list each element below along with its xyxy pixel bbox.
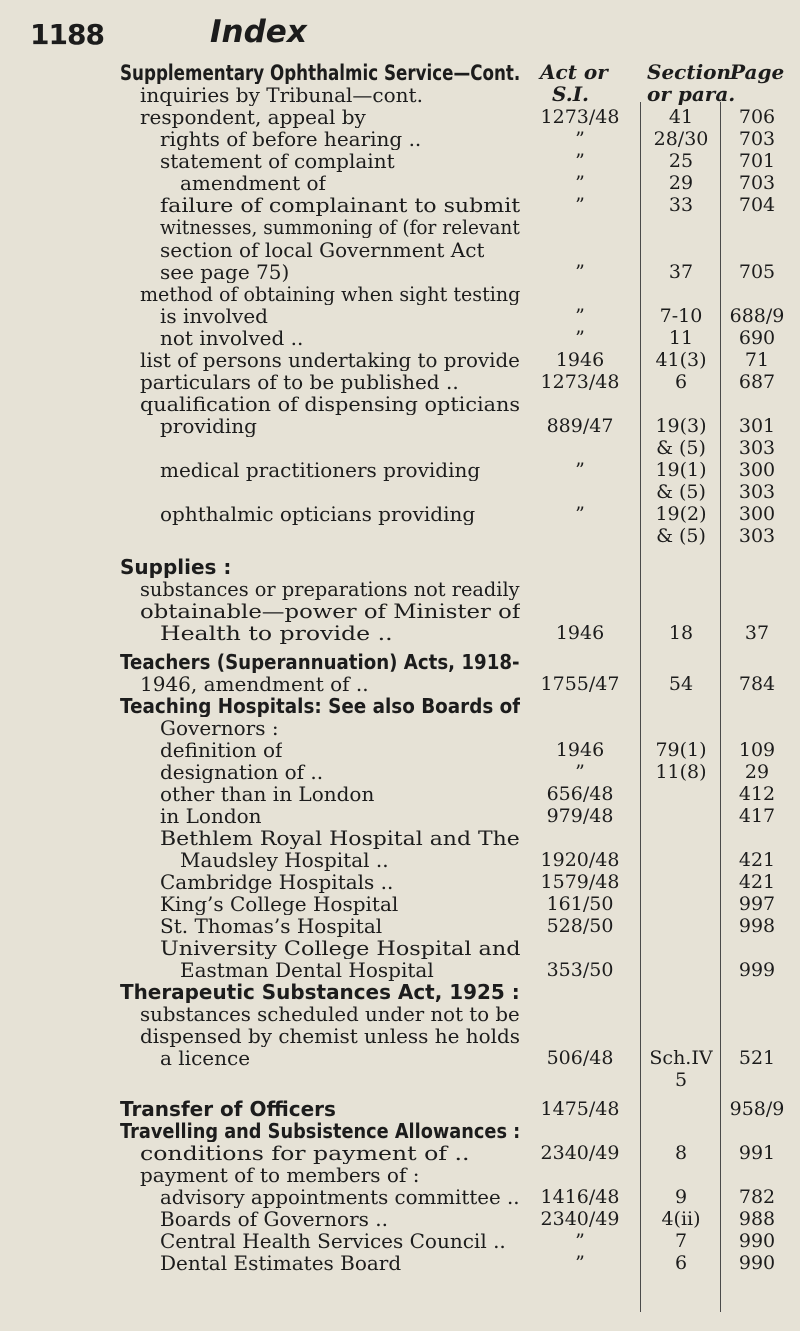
act-cell: 1946 xyxy=(555,622,605,644)
section-cell: 19(2) xyxy=(655,503,707,525)
section-cell: 41(3) xyxy=(655,349,707,371)
act-cell: ” xyxy=(575,1230,585,1252)
act-cell: ” xyxy=(575,327,585,349)
act-cell: 1416/48 xyxy=(540,1186,620,1208)
section-cell: 19(3) xyxy=(655,415,707,437)
index-entry: inquiries by Tribunal—cont. xyxy=(140,84,423,106)
page-cell: 300 xyxy=(738,503,776,525)
index-entry: Boards of Governors .. xyxy=(160,1208,388,1230)
page-cell: 705 xyxy=(738,261,776,283)
act-cell: 1946 xyxy=(555,349,605,371)
page-cell: 998 xyxy=(738,915,776,937)
index-heading: Therapeutic Substances Act, 1925 : xyxy=(120,981,520,1003)
section-cell: 11(8) xyxy=(655,761,707,783)
page-cell: 690 xyxy=(738,327,776,349)
section-cell: 18 xyxy=(668,622,694,644)
page-cell: 784 xyxy=(738,673,776,695)
index-entry: obtainable—power of Minister of xyxy=(140,600,521,622)
section-cell: Sch.IV xyxy=(649,1047,713,1069)
index-entry: section of local Government Act xyxy=(160,239,485,261)
section-cell: 6 xyxy=(674,1252,688,1274)
section-cell: 41 xyxy=(668,106,694,128)
page-cell: 703 xyxy=(738,172,776,194)
act-cell: ” xyxy=(575,261,585,283)
index-entry: substances or preparations not readily xyxy=(140,578,520,600)
index-entry: a licence xyxy=(160,1047,251,1069)
section-cell: 7 xyxy=(674,1230,688,1252)
section-cell: 54 xyxy=(668,673,694,695)
index-entry: 1946, amendment of .. xyxy=(140,673,369,695)
index-entry: dispensed by chemist unless he holds xyxy=(140,1025,520,1047)
column-divider xyxy=(720,102,721,1312)
section-cell: 37 xyxy=(668,261,694,283)
act-cell: 1946 xyxy=(555,739,605,761)
index-entry: statement of complaint xyxy=(160,150,395,172)
section-cell: 79(1) xyxy=(655,739,707,761)
index-entry: amendment of xyxy=(180,172,326,194)
index-entry: in London xyxy=(160,805,262,827)
page-cell: 991 xyxy=(738,1142,776,1164)
page-cell: 421 xyxy=(738,849,776,871)
page-cell: 988 xyxy=(738,1208,776,1230)
column-divider xyxy=(640,102,641,1312)
page-cell: 303 xyxy=(738,525,776,547)
page-cell: 37 xyxy=(744,622,770,644)
index-entry: designation of .. xyxy=(160,761,324,783)
column-header-act-line1: Act or xyxy=(540,60,608,84)
index-entry: qualification of dispensing opticians xyxy=(140,393,521,415)
index-entry: definition of xyxy=(160,739,283,761)
act-cell: 528/50 xyxy=(546,915,614,937)
act-cell: 353/50 xyxy=(546,959,614,981)
act-cell: 1273/48 xyxy=(540,106,620,128)
act-cell: 1273/48 xyxy=(540,371,620,393)
index-entry: Bethlem Royal Hospital and The xyxy=(160,827,520,849)
page-cell: 999 xyxy=(738,959,776,981)
act-cell: 1920/48 xyxy=(540,849,620,871)
page-number: 1188 xyxy=(30,18,104,51)
index-entry: other than in London xyxy=(160,783,375,805)
page-cell: 303 xyxy=(738,437,776,459)
index-entry: Maudsley Hospital .. xyxy=(180,849,389,871)
page-title: Index xyxy=(210,14,307,50)
page-cell: 701 xyxy=(738,150,776,172)
page-cell: 990 xyxy=(738,1230,776,1252)
index-heading: Teaching Hospitals: See also Boards of xyxy=(120,695,521,717)
page-cell: 687 xyxy=(738,371,776,393)
index-heading: Teachers (Superannuation) Acts, 1918- xyxy=(120,651,520,673)
index-entry: rights of before hearing .. xyxy=(160,128,422,150)
section-cell: 5 xyxy=(674,1069,688,1091)
section-cell: 29 xyxy=(668,172,694,194)
column-header-act-line2: S.I. xyxy=(552,82,590,106)
index-entry: method of obtaining when sight testing xyxy=(140,283,521,305)
act-cell: 656/48 xyxy=(546,783,614,805)
index-entry: is involved xyxy=(160,305,268,327)
column-header-section-line1: Section xyxy=(647,60,732,84)
section-cell: 28/30 xyxy=(653,128,709,150)
index-entry: King’s College Hospital xyxy=(160,893,399,915)
index-entry: list of persons undertaking to provide xyxy=(140,349,520,371)
page-cell: 300 xyxy=(738,459,776,481)
section-cell: & (5) xyxy=(656,481,706,503)
index-entry: substances scheduled under not to be xyxy=(140,1003,520,1025)
section-cell: & (5) xyxy=(656,437,706,459)
act-cell: 1475/48 xyxy=(540,1098,620,1120)
act-cell: 2340/49 xyxy=(540,1208,620,1230)
column-header-section-line2: or para. xyxy=(647,82,736,106)
section-cell: & (5) xyxy=(656,525,706,547)
page-cell: 688/9 xyxy=(729,305,785,327)
act-cell: ” xyxy=(575,459,585,481)
act-cell: ” xyxy=(575,128,585,150)
act-cell: 1579/48 xyxy=(540,871,620,893)
page-cell: 303 xyxy=(738,481,776,503)
page-cell: 29 xyxy=(744,761,770,783)
page-cell: 521 xyxy=(738,1047,776,1069)
index-entry: failure of complainant to submit xyxy=(160,194,521,216)
act-cell: 979/48 xyxy=(546,805,614,827)
section-cell: 19(1) xyxy=(655,459,707,481)
act-cell: 2340/49 xyxy=(540,1142,620,1164)
page-cell: 301 xyxy=(738,415,776,437)
section-cell: 33 xyxy=(668,194,694,216)
index-entry: payment of to members of : xyxy=(140,1164,420,1186)
index-entry: medical practitioners providing xyxy=(160,459,481,481)
page-cell: 782 xyxy=(738,1186,776,1208)
index-entry: University College Hospital and xyxy=(160,937,521,959)
index-entry: not involved .. xyxy=(160,327,304,349)
index-entry: Health to provide .. xyxy=(160,622,393,644)
section-cell: 25 xyxy=(668,150,694,172)
act-cell: ” xyxy=(575,150,585,172)
act-cell: ” xyxy=(575,761,585,783)
index-entry: Central Health Services Council .. xyxy=(160,1230,506,1252)
index-entry: respondent, appeal by xyxy=(140,106,366,128)
index-entry: advisory appointments committee .. xyxy=(160,1186,520,1208)
section-cell: 9 xyxy=(674,1186,688,1208)
act-cell: 161/50 xyxy=(546,893,614,915)
act-cell: ” xyxy=(575,1252,585,1274)
index-entry: providing xyxy=(160,415,257,437)
act-cell: ” xyxy=(575,503,585,525)
act-cell: ” xyxy=(575,305,585,327)
page-cell: 997 xyxy=(738,893,776,915)
index-heading: Supplementary Ophthalmic Service—Cont. xyxy=(120,62,521,84)
section-cell: 11 xyxy=(668,327,694,349)
page-cell: 421 xyxy=(738,871,776,893)
page-cell: 703 xyxy=(738,128,776,150)
section-cell: 7-10 xyxy=(659,305,703,327)
act-cell: 506/48 xyxy=(546,1047,614,1069)
index-entry: Governors : xyxy=(160,717,279,739)
index-heading: Transfer of Officers xyxy=(120,1098,336,1120)
page-cell: 109 xyxy=(738,739,776,761)
page-cell: 71 xyxy=(744,349,770,371)
index-heading: Supplies : xyxy=(120,556,232,578)
act-cell: 1755/47 xyxy=(540,673,620,695)
page-cell: 412 xyxy=(738,783,776,805)
page-cell: 990 xyxy=(738,1252,776,1274)
index-entry: Cambridge Hospitals .. xyxy=(160,871,394,893)
index-entry: conditions for payment of .. xyxy=(140,1142,470,1164)
act-cell: ” xyxy=(575,194,585,216)
section-cell: 8 xyxy=(674,1142,688,1164)
index-entry: ophthalmic opticians providing xyxy=(160,503,476,525)
act-cell: ” xyxy=(575,172,585,194)
index-entry: Eastman Dental Hospital xyxy=(180,959,434,981)
page-cell: 706 xyxy=(738,106,776,128)
page-cell: 417 xyxy=(738,805,776,827)
index-entry: witnesses, summoning of (for relevant xyxy=(160,216,520,238)
section-cell: 4(ii) xyxy=(661,1208,701,1230)
page-cell: 958/9 xyxy=(729,1098,785,1120)
page-cell: 704 xyxy=(738,194,776,216)
column-header-page: Page xyxy=(730,60,785,84)
index-entry: St. Thomas’s Hospital xyxy=(160,915,383,937)
index-entry: see page 75) xyxy=(160,261,290,283)
index-entry: particulars of to be published .. xyxy=(140,371,459,393)
index-entry: Dental Estimates Board xyxy=(160,1252,402,1274)
page-header xyxy=(0,6,800,56)
section-cell: 6 xyxy=(674,371,688,393)
index-heading: Travelling and Subsistence Allowances : xyxy=(120,1120,521,1142)
act-cell: 889/47 xyxy=(546,415,614,437)
